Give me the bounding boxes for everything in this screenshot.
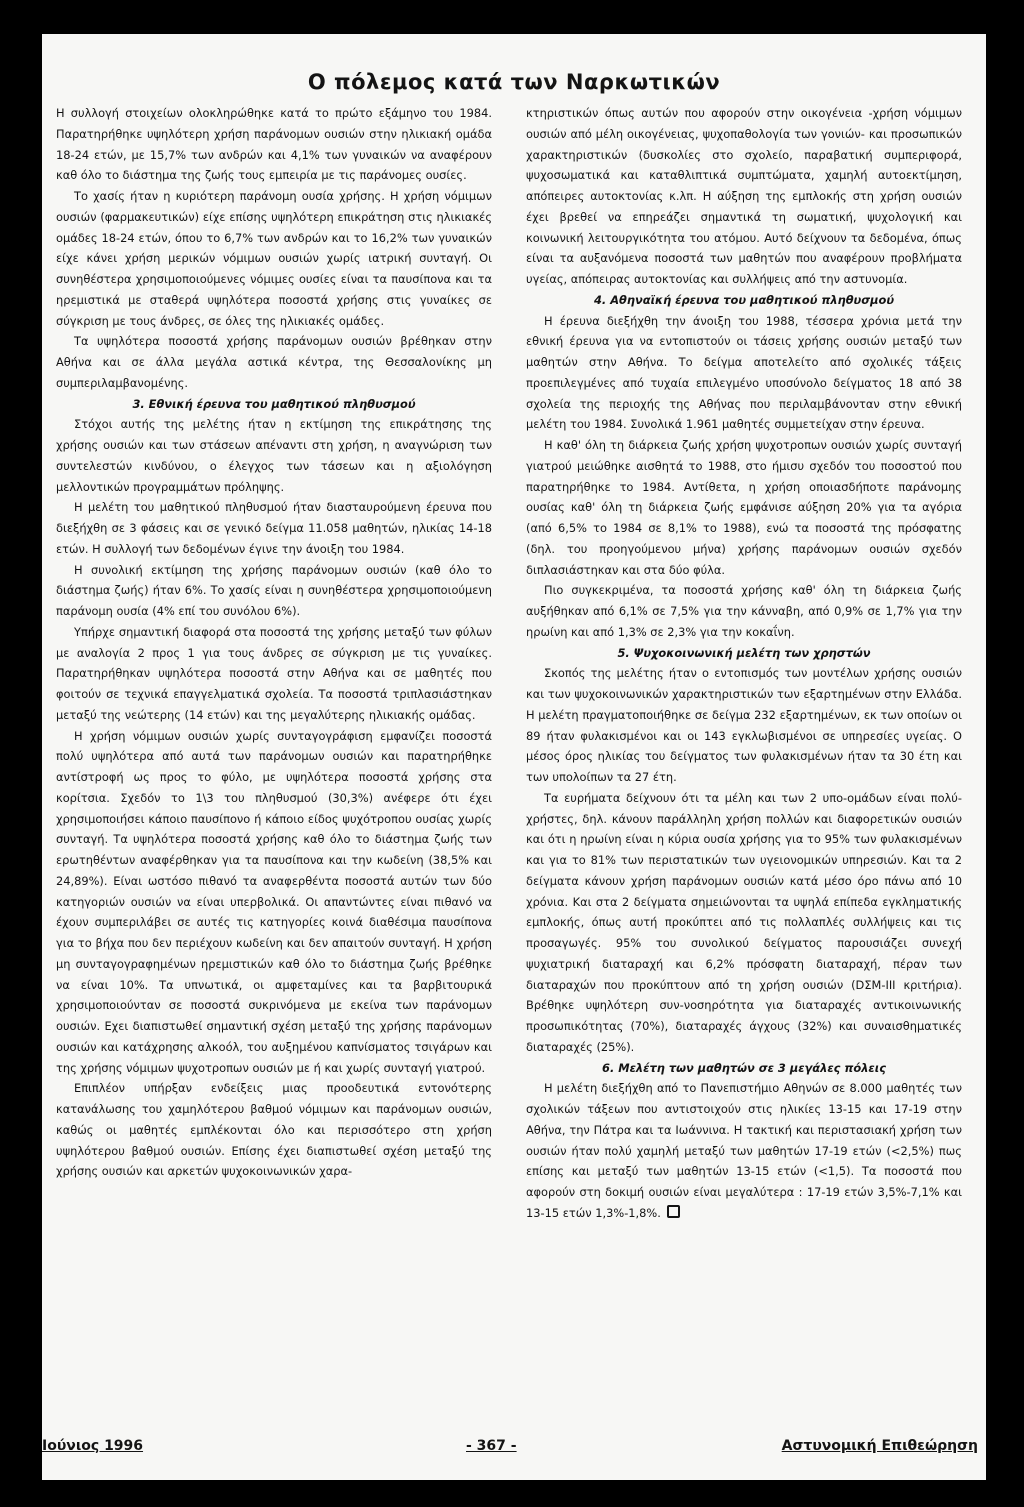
paragraph: Η καθ' όλη τη διάρκεια ζωής χρήση ψυχοτροπων ουσιών χωρίς συνταγή γιατρού μειώθηκε αισθητά το 1988, στο ήμισυ σχεδόν του ποσοστού που παρατηρήθηκε το 1984. Αντίθετα, η χρήση οποιασδήποτε παράνομης ουσίας καθ' όλη τη διάρκεια ζωής εμφάνισε αύξηση 20% για τα αγόρια (από 6,5% το 1984 σε 8,1% το 1988), ενώ τα ποσοστά της πρόσφατης (δηλ. του προηγούμενου μήνα) χρήσης παράνομων ουσιών σχεδόν διπλασιάστηκαν και στα δύο φύλα. <box>526 438 962 577</box>
footer-publication: Αστυνομική Επιθεώρηση <box>781 1438 978 1454</box>
paragraph: Το χασίς ήταν η κυριότερη παράνομη ουσία χρήσης. Η χρήση νόμιμων ουσιών (φαρμακευτικών) είχε επίσης υψηλότερη επικράτηση στις ηλικιακές ομάδες 18-24 ετών, όπου το 6,7% των ανδρών και το 16,2% των γυναικών είχε κάνει χρήση μερικών νόμιμων ουσιών χωρίς ιατρική συνταγή. Οι συνηθέστερα χρησιμοποιούμενες νόμιμες ουσίες είναι τα παυσίπονα και τα ηρεμιστικά με σταθερά υψηλότερα ποσοστά χρήσης στις γυναίκες σε σύγκριση με τους άνδρες, σε όλες της ηλικιακές ομάδες. <box>56 189 492 328</box>
paragraph: Πιο συγκεκριμένα, τα ποσοστά χρήσης καθ' όλη τη διάρκεια ζωής αυξήθηκαν από 6,1% σε 7,5% για την κάνναβη, από 0,9% σε 1,7% για την ηρωίνη και από 1,3% σε 2,3% για την κοκαΐνη. <box>526 583 962 639</box>
page-footer <box>42 1438 986 1458</box>
paragraph: Η συλλογή στοιχείων ολοκληρώθηκε κατά το πρώτο εξάμηνο του 1984. Παρατηρήθηκε υψηλότερη χρήση παράνομων ουσιών στην ηλικιακή ομάδα 18-24 ετών, με 15,7% των ανδρών και 4,1% των γυναικών να αναφέρουν καθ όλο το διάστημα της ζωής τους εμπειρία με τις παράνομες ουσίες. <box>56 106 492 183</box>
paragraph: Σκοπός της μελέτης ήταν ο εντοπισμός των μοντέλων χρήσης ουσιών και των ψυχοκοινωνικών χαρακτηριστικών των εξαρτημένων στην Ελλάδα. Η μελέτη πραγματοποιήθηκε σε δείγμα 232 εξαρτημένων, εκ των οποίων οι 89 ήταν φυλακισμένοι και οι 143 εγκλωβισμένοι σε υπηρεσίες υγείας. Ο μέσος όρος ηλικίας του δείγματος των φυλακισμένων ήταν τα 30 έτη και των υπολοίπων τα 27 έτη. <box>526 666 962 784</box>
paragraph: Στόχοι αυτής της μελέτης ήταν η εκτίμηση της επικράτησης της χρήσης ουσιών και των στάσεων απέναντι στη χρήση, η αναγνώριση των συντελεστών κινδύνου, ο έλεγχος των τάσεων και η αξιολόγηση μελλοντικών προγραμμάτων πρόληψης. <box>56 417 492 494</box>
paragraph: Τα ευρήματα δείχνουν ότι τα μέλη και των 2 υπο-ομάδων είναι πολύ-χρήστες, δηλ. κάνουν παράλληλη χρήση πολλών και διαφορετικών ουσιών και ότι η ηρωίνη είναι η κύρια ουσία χρήσης για το 95% των φυλακισμένων και για το 81% των περιστατικών των υγειονομικών υπηρεσιών. Και τα 2 δείγματα κάνουν χρήση παράνομων ουσιών κατά μέσο όρο πάνω από 10 χρόνια. Και στα 2 δείγματα σημειώνονται τα υψηλά επίπεδα εγκληματικής εμπλοκής, όπως αυτή προκύπτει από τις πολλαπλές συλλήψεις και τις προσαγωγές. 95% του συνολικού δείγματος παρουσιάζει συνεχή ψυχιατρική διαταραχή και 6,2% πρόσφατη διαταραχή, πέραν των διαταραχών που προκύπτουν από τη χρήση ουσιών (DΣΜ-ΙΙΙ κριτήρια). Βρέθηκε υψηλότερη συν-νοσηρότητα για διαταραχές αντικοινωνικής προσωπικότητας (70%), διαταραχές άγχους (32%) και συναισθηματικές διαταραχές (25%). <box>526 790 962 1054</box>
paragraph: κτηριστικών όπως αυτών που αφορούν στην οικογένεια -χρήση νόμιμων ουσιών από μέλη οικογένειας, ψυχοπαθολογία των γονιών- και προσωπικών χαρακτηριστικών (δυσκολίες στο σχολείο, παραβατική συμπεριφορά, ψυχοσωματικά και καταθλιπτικά συμπτώματα, χαμηλή αυτοεκτίμηση, απόπειρες αυτοκτονίας κ.λπ. Η αύξηση της εμπλοκής στη χρήση ουσιών έχει βρεθεί να επηρεάζει σημαντικά τη σωματική, ψυχολογική και κοινωνική λειτουργικότητα του ατόμου. Αυτό δείχνουν τα δεδομένα, όπως είναι τα αυξανόμενα ποσοστά των μαθητών που αναφέρουν προβλήματα υγείας, απόπειρας αυτοκτονίας και συλλήψεις από την αστυνομία. <box>526 106 962 286</box>
section-heading: 4. Αθηναϊκή έρευνα του μαθητικού πληθυσμού <box>593 292 895 307</box>
section-heading: 6. Μελέτη των μαθητών σε 3 μεγάλες πόλεις <box>602 1060 886 1075</box>
right-column <box>526 103 962 1224</box>
paragraph: Υπήρχε σημαντική διαφορά στα ποσοστά της χρήσης μεταξύ των φύλων με αναλογία 2 προς 1 για τους άνδρες σε σύγκριση με τις γυναίκες. Παρατηρήθηκαν υψηλότερα ποσοστά στην Αθήνα και σε μαθητές που φοιτούν σε τεχνικά επαγγελματικά σχολεία. Τα ποσοστά τριπλασιάστηκαν μεταξύ της νεώτερης (14 ετών) και της μεγαλύτερης ηλικιακής ομάδας. <box>56 624 492 722</box>
left-column <box>56 103 492 1182</box>
footer-issue: Ιούνιος 1996 <box>42 1438 144 1454</box>
paragraph: Η έρευνα διεξήχθη την άνοιξη του 1988, τέσσερα χρόνια μετά την εθνική έρευνα για να εντοπιστούν οι τάσεις χρήσης ουσιών μεταξύ των μαθητών στην Αθήνα. Το δείγμα αποτελείτο από σχολικές τάξεις προεπιλεγμένες από τυχαία επιλεγμένο υποσύνολο δείγματος 18 από 38 σχολεία της περιοχής της Αθήνας που περιλαμβάνονταν στην εθνική μελέτη του 1984. Συνολικά 1.961 μαθητές συμμετείχαν στην έρευνα. <box>526 313 962 432</box>
paragraph: Η συνολική εκτίμηση της χρήσης παράνομων ουσιών (καθ όλο το διάστημα ζωής) ήταν 6%. Το χασίς είναι η συνηθέστερα χρησιμοποιούμενη παράνομη ουσία (4% επί του συνόλου 6%). <box>56 562 492 618</box>
document-page <box>42 34 986 1480</box>
footer-page-number: - 367 - <box>466 1438 517 1454</box>
paragraph: Η μελέτη διεξήχθη από το Πανεπιστήμιο Αθηνών σε 8.000 μαθητές των σχολικών τάξεων που αντιστοιχούν στις ηλικίες 13-15 και 17-19 στην Αθήνα, την Πάτρα και τα Ιωάννινα. Η τακτική και περιστασιακή χρήση των ουσιών ήταν πολύ χαμηλή μεταξύ των μαθητών 17-19 ετών (<2,5%) πως επίσης και μεταξύ των μαθητών 13-15 ετών (<1,5). Τα ποσοστά που αφορούν στη δοκιμή ουσιών είναι μεγαλύτερα : 17-19 ετών 3,5%-7,1% και 13-15 ετών 1,3%-1,8%. <box>526 1081 962 1220</box>
section-heading: 3. Εθνική έρευνα του μαθητικού πληθυσμού <box>132 396 416 411</box>
paragraph: Επιπλέον υπήρξαν ενδείξεις μιας προοδευτικά εντονότερης κατανάλωσης του χαμηλότερου βαθμού νόμιμων και παράνομων ουσιών, καθώς οι μαθητές εμπλέκονται όλο και περισσότερο στη χρήση υψηλότερου βαθμού ουσιών. Επίσης έχει διαπιστωθεί σχέση μεταξύ της χρήσης ουσιών και αρκετών ψυχοκοινωνικών χαρα- <box>56 1081 492 1179</box>
section-heading: 5. Ψυχοκοινωνική μελέτη των χρηστών <box>617 645 871 660</box>
paragraph: Τα υψηλότερα ποσοστά χρήσης παράνομων ουσιών βρέθηκαν στην Αθήνα και σε άλλα μεγάλα αστικά κέντρα, της Θεσσαλονίκης μη συμπεριλαμβανομένης. <box>56 334 492 390</box>
end-of-article-icon <box>667 1205 680 1218</box>
running-title: Ο πόλεμος κατά των Ναρκωτικών <box>307 70 721 94</box>
paragraph: Η χρήση νόμιμων ουσιών χωρίς συνταγογράφιση εμφανίζει ποσοστά πολύ υψηλότερα από αυτά των παράνομων ουσιών και παρατηρήθηκε αντίστροφή ως προς το φύλο, με υψηλότερα ποσοστά χρήσης στα κορίτσια. Σχεδόν το 1\3 του πληθυσμού (30,3%) ανέφερε ότι έχει χρησιμοποιήσει κάποιο παυσίπονο ή κάποιο είδος ψυχότροπου ουσίας χωρίς συνταγή. Τα υψηλότερα ποσοστά χρήσης καθ όλο το διάστημα ζωής των ερωτηθέντων αναφέρθηκαν για τα παυσίπονα και την κωδείνη (38,5% και 24,89%). Είναι ωστόσο πιθανό τα αναφερθέντα ποσοστά αυτών των δύο κατηγοριών ουσιών να είναι υπερβολικά. Οι απαντώντες είναι πιθανό να έχουν συμπεριλάβει σε αυτές τις κατηγορίες κοινά διαθέσιμα παυσίπονα για το βήχα που δεν περιέχουν κωδείνη και δεν απαιτούν συνταγή. Η χρήση μη συνταγογραφημένων ηρεμιστικών καθ όλο το διάστημα ζωής βρέθηκε να είναι 10%. Τα υπνωτικά, οι αμφεταμίνες και τα βαρβιτουρικά χρησιμοποιούνταν σε ποσοστά συκρινόμενα με εκείνα των παράνομων ουσιών. Εχει διαπιστωθεί σημαντική σχέση μεταξύ της χρήσης παράνομων ουσιών και κατάχρησης αλκοόλ, του αυξημένου καπνίσματος τσιγάρων και της χρήσης νόμιμων ψυχοτροπων ουσιών με ή και χωρίς συνταγή γιατρού. <box>56 728 492 1075</box>
paragraph: Η μελέτη του μαθητικού πληθυσμού ήταν διασταυρούμενη έρευνα που διεξήχθη σε 3 φάσεις και σε γενικό δείγμα 11.058 μαθητών, ηλικίας 14-18 ετών. Η συλλογή των δεδομένων έγινε την άνοιξη του 1984. <box>56 500 492 556</box>
